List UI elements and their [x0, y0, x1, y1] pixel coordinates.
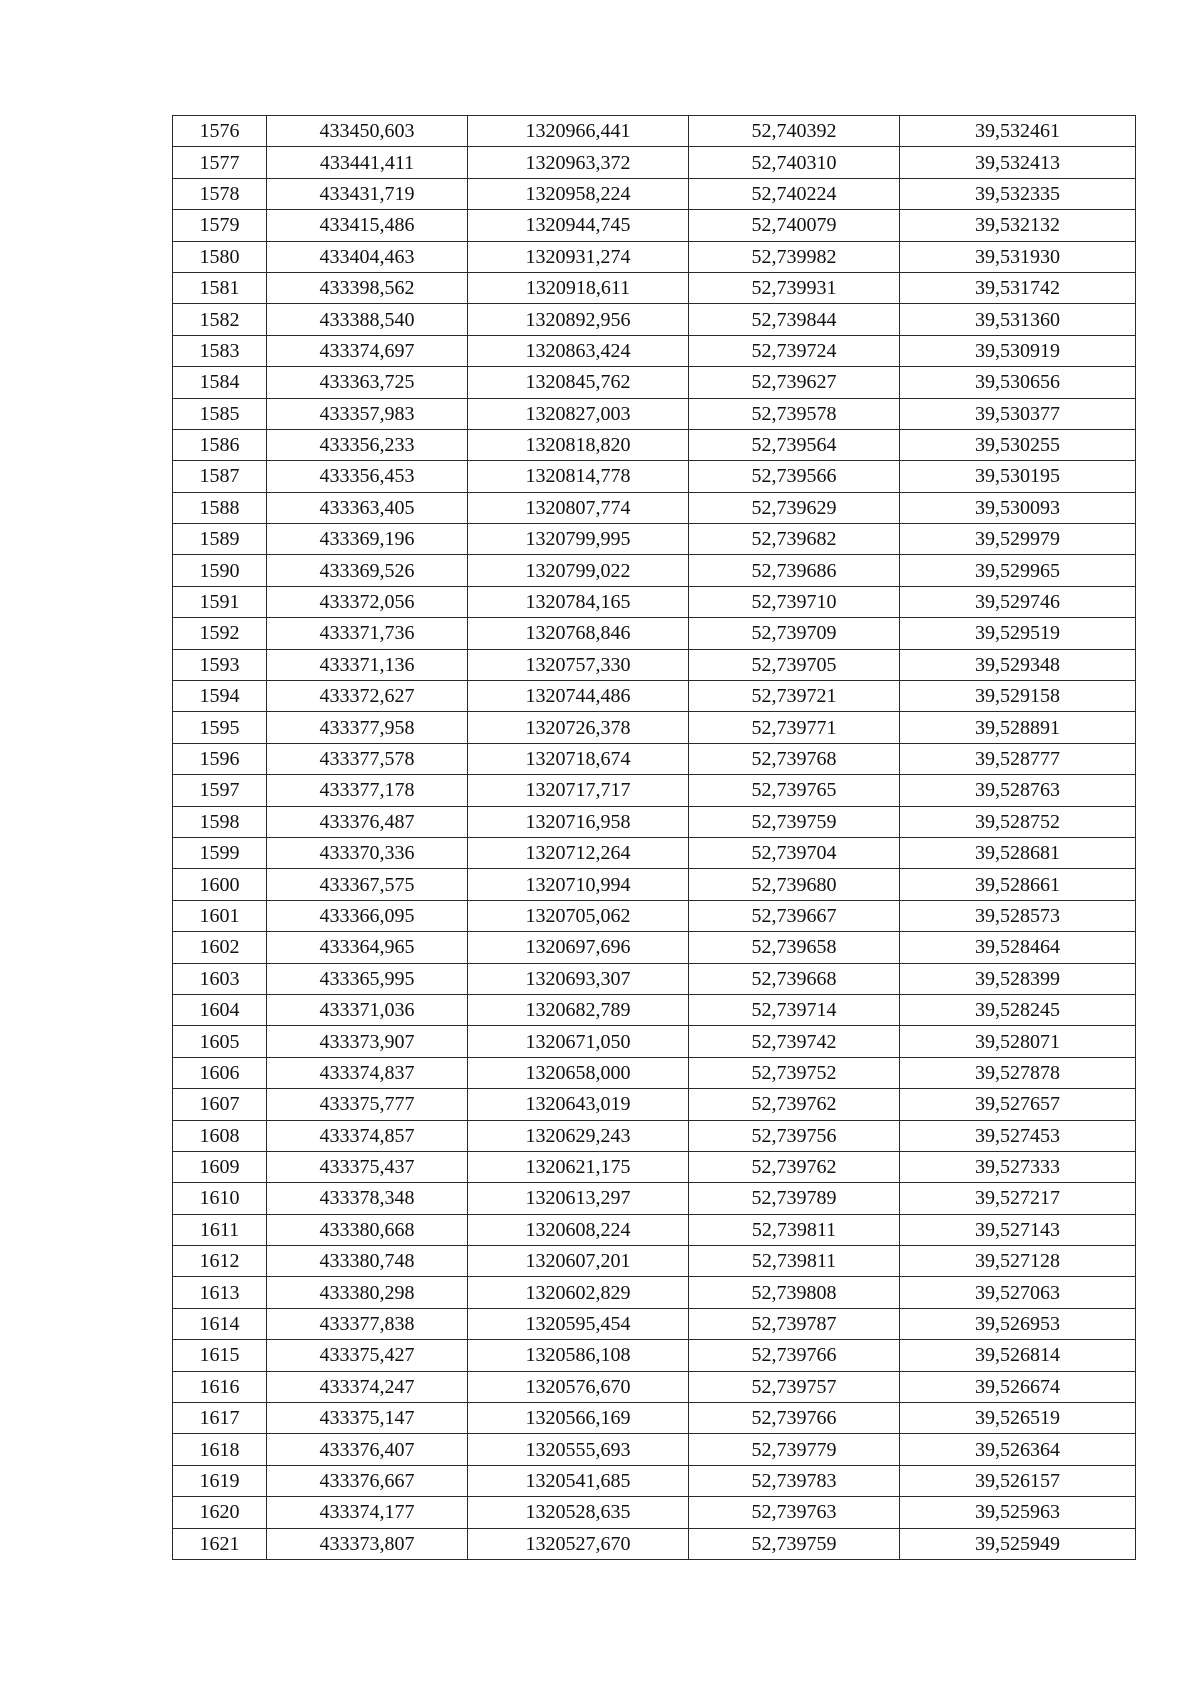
- table-row: [173, 1057, 1136, 1088]
- y-coordinate-cell: 1320718,674: [468, 743, 689, 774]
- longitude-cell: 39,528681: [900, 837, 1136, 868]
- point-number-cell: 1618: [173, 1434, 267, 1465]
- y-coordinate-cell: 1320757,330: [468, 649, 689, 680]
- x-coordinate-cell: 433380,298: [267, 1277, 468, 1308]
- x-coordinate-cell: 433376,487: [267, 806, 468, 837]
- y-coordinate-cell: 1320541,685: [468, 1465, 689, 1496]
- longitude-cell: 39,530255: [900, 429, 1136, 460]
- table-row: [173, 116, 1136, 147]
- x-coordinate-cell: 433356,233: [267, 429, 468, 460]
- y-coordinate-cell: 1320863,424: [468, 335, 689, 366]
- x-coordinate-cell: 433374,857: [267, 1120, 468, 1151]
- longitude-cell: 39,526674: [900, 1371, 1136, 1402]
- latitude-cell: 52,739742: [689, 1026, 900, 1057]
- longitude-cell: 39,526953: [900, 1308, 1136, 1339]
- y-coordinate-cell: 1320697,696: [468, 932, 689, 963]
- longitude-cell: 39,530919: [900, 335, 1136, 366]
- table-row: [173, 210, 1136, 241]
- latitude-cell: 52,739564: [689, 429, 900, 460]
- latitude-cell: 52,739757: [689, 1371, 900, 1402]
- y-coordinate-cell: 1320693,307: [468, 963, 689, 994]
- point-number-cell: 1591: [173, 586, 267, 617]
- table-row: [173, 304, 1136, 335]
- point-number-cell: 1579: [173, 210, 267, 241]
- latitude-cell: 52,739779: [689, 1434, 900, 1465]
- x-coordinate-cell: 433377,958: [267, 712, 468, 743]
- x-coordinate-cell: 433398,562: [267, 272, 468, 303]
- y-coordinate-cell: 1320527,670: [468, 1528, 689, 1559]
- latitude-cell: 52,739759: [689, 1528, 900, 1559]
- latitude-cell: 52,739752: [689, 1057, 900, 1088]
- latitude-cell: 52,739844: [689, 304, 900, 335]
- table-row: [173, 1120, 1136, 1151]
- point-number-cell: 1600: [173, 869, 267, 900]
- longitude-cell: 39,527217: [900, 1183, 1136, 1214]
- table-row: [173, 1151, 1136, 1182]
- point-number-cell: 1613: [173, 1277, 267, 1308]
- table-row: [173, 649, 1136, 680]
- x-coordinate-cell: 433375,147: [267, 1403, 468, 1434]
- x-coordinate-cell: 433357,983: [267, 398, 468, 429]
- point-number-cell: 1596: [173, 743, 267, 774]
- x-coordinate-cell: 433371,036: [267, 994, 468, 1025]
- table-row: [173, 461, 1136, 492]
- y-coordinate-cell: 1320744,486: [468, 681, 689, 712]
- table-row: [173, 492, 1136, 523]
- y-coordinate-cell: 1320931,274: [468, 241, 689, 272]
- x-coordinate-cell: 433450,603: [267, 116, 468, 147]
- point-number-cell: 1594: [173, 681, 267, 712]
- x-coordinate-cell: 433375,427: [267, 1340, 468, 1371]
- latitude-cell: 52,739710: [689, 586, 900, 617]
- point-number-cell: 1609: [173, 1151, 267, 1182]
- table-row: [173, 869, 1136, 900]
- latitude-cell: 52,739724: [689, 335, 900, 366]
- latitude-cell: 52,739682: [689, 524, 900, 555]
- longitude-cell: 39,529965: [900, 555, 1136, 586]
- point-number-cell: 1621: [173, 1528, 267, 1559]
- latitude-cell: 52,739721: [689, 681, 900, 712]
- table-row: [173, 1371, 1136, 1402]
- x-coordinate-cell: 433404,463: [267, 241, 468, 272]
- x-coordinate-cell: 433380,748: [267, 1246, 468, 1277]
- point-number-cell: 1595: [173, 712, 267, 743]
- latitude-cell: 52,739787: [689, 1308, 900, 1339]
- x-coordinate-cell: 433376,667: [267, 1465, 468, 1496]
- x-coordinate-cell: 433371,136: [267, 649, 468, 680]
- point-number-cell: 1598: [173, 806, 267, 837]
- x-coordinate-cell: 433377,178: [267, 775, 468, 806]
- y-coordinate-cell: 1320966,441: [468, 116, 689, 147]
- latitude-cell: 52,740079: [689, 210, 900, 241]
- point-number-cell: 1617: [173, 1403, 267, 1434]
- coordinates-table-body: [173, 116, 1136, 1560]
- point-number-cell: 1615: [173, 1340, 267, 1371]
- point-number-cell: 1587: [173, 461, 267, 492]
- y-coordinate-cell: 1320799,995: [468, 524, 689, 555]
- point-number-cell: 1619: [173, 1465, 267, 1496]
- longitude-cell: 39,528399: [900, 963, 1136, 994]
- latitude-cell: 52,739667: [689, 900, 900, 931]
- latitude-cell: 52,739762: [689, 1089, 900, 1120]
- x-coordinate-cell: 433374,697: [267, 335, 468, 366]
- x-coordinate-cell: 433377,578: [267, 743, 468, 774]
- point-number-cell: 1601: [173, 900, 267, 931]
- latitude-cell: 52,739765: [689, 775, 900, 806]
- longitude-cell: 39,531742: [900, 272, 1136, 303]
- longitude-cell: 39,529348: [900, 649, 1136, 680]
- y-coordinate-cell: 1320555,693: [468, 1434, 689, 1465]
- y-coordinate-cell: 1320608,224: [468, 1214, 689, 1245]
- table-row: [173, 555, 1136, 586]
- y-coordinate-cell: 1320621,175: [468, 1151, 689, 1182]
- latitude-cell: 52,739768: [689, 743, 900, 774]
- longitude-cell: 39,529979: [900, 524, 1136, 555]
- table-row: [173, 994, 1136, 1025]
- x-coordinate-cell: 433377,838: [267, 1308, 468, 1339]
- point-number-cell: 1589: [173, 524, 267, 555]
- y-coordinate-cell: 1320602,829: [468, 1277, 689, 1308]
- table-row: [173, 147, 1136, 178]
- table-row: [173, 1528, 1136, 1559]
- table-row: [173, 241, 1136, 272]
- table-row: [173, 837, 1136, 868]
- latitude-cell: 52,739686: [689, 555, 900, 586]
- point-number-cell: 1614: [173, 1308, 267, 1339]
- longitude-cell: 39,528752: [900, 806, 1136, 837]
- latitude-cell: 52,739756: [689, 1120, 900, 1151]
- y-coordinate-cell: 1320717,717: [468, 775, 689, 806]
- longitude-cell: 39,528763: [900, 775, 1136, 806]
- y-coordinate-cell: 1320814,778: [468, 461, 689, 492]
- latitude-cell: 52,739709: [689, 618, 900, 649]
- longitude-cell: 39,528777: [900, 743, 1136, 774]
- point-number-cell: 1608: [173, 1120, 267, 1151]
- x-coordinate-cell: 433356,453: [267, 461, 468, 492]
- table-row: [173, 178, 1136, 209]
- latitude-cell: 52,739931: [689, 272, 900, 303]
- table-row: [173, 712, 1136, 743]
- latitude-cell: 52,739766: [689, 1403, 900, 1434]
- table-row: [173, 1277, 1136, 1308]
- y-coordinate-cell: 1320712,264: [468, 837, 689, 868]
- x-coordinate-cell: 433373,907: [267, 1026, 468, 1057]
- x-coordinate-cell: 433367,575: [267, 869, 468, 900]
- y-coordinate-cell: 1320710,994: [468, 869, 689, 900]
- longitude-cell: 39,529746: [900, 586, 1136, 617]
- table-row: [173, 681, 1136, 712]
- y-coordinate-cell: 1320607,201: [468, 1246, 689, 1277]
- x-coordinate-cell: 433374,837: [267, 1057, 468, 1088]
- table-row: [173, 1026, 1136, 1057]
- x-coordinate-cell: 433372,627: [267, 681, 468, 712]
- longitude-cell: 39,525963: [900, 1497, 1136, 1528]
- latitude-cell: 52,740392: [689, 116, 900, 147]
- longitude-cell: 39,531930: [900, 241, 1136, 272]
- table-row: [173, 743, 1136, 774]
- latitude-cell: 52,739680: [689, 869, 900, 900]
- y-coordinate-cell: 1320613,297: [468, 1183, 689, 1214]
- longitude-cell: 39,527453: [900, 1120, 1136, 1151]
- table-row: [173, 1403, 1136, 1434]
- y-coordinate-cell: 1320807,774: [468, 492, 689, 523]
- point-number-cell: 1590: [173, 555, 267, 586]
- longitude-cell: 39,528573: [900, 900, 1136, 931]
- table-row: [173, 524, 1136, 555]
- table-row: [173, 1214, 1136, 1245]
- point-number-cell: 1576: [173, 116, 267, 147]
- latitude-cell: 52,739762: [689, 1151, 900, 1182]
- longitude-cell: 39,530656: [900, 367, 1136, 398]
- y-coordinate-cell: 1320566,169: [468, 1403, 689, 1434]
- latitude-cell: 52,739808: [689, 1277, 900, 1308]
- longitude-cell: 39,530093: [900, 492, 1136, 523]
- x-coordinate-cell: 433366,095: [267, 900, 468, 931]
- longitude-cell: 39,527878: [900, 1057, 1136, 1088]
- latitude-cell: 52,739771: [689, 712, 900, 743]
- x-coordinate-cell: 433376,407: [267, 1434, 468, 1465]
- longitude-cell: 39,526364: [900, 1434, 1136, 1465]
- table-row: [173, 272, 1136, 303]
- table-row: [173, 1308, 1136, 1339]
- point-number-cell: 1592: [173, 618, 267, 649]
- longitude-cell: 39,528464: [900, 932, 1136, 963]
- latitude-cell: 52,739627: [689, 367, 900, 398]
- point-number-cell: 1616: [173, 1371, 267, 1402]
- longitude-cell: 39,531360: [900, 304, 1136, 335]
- table-row: [173, 398, 1136, 429]
- longitude-cell: 39,529519: [900, 618, 1136, 649]
- y-coordinate-cell: 1320629,243: [468, 1120, 689, 1151]
- latitude-cell: 52,739811: [689, 1214, 900, 1245]
- table-row: [173, 618, 1136, 649]
- x-coordinate-cell: 433375,437: [267, 1151, 468, 1182]
- longitude-cell: 39,526814: [900, 1340, 1136, 1371]
- table-row: [173, 1340, 1136, 1371]
- point-number-cell: 1581: [173, 272, 267, 303]
- latitude-cell: 52,739704: [689, 837, 900, 868]
- longitude-cell: 39,532132: [900, 210, 1136, 241]
- point-number-cell: 1593: [173, 649, 267, 680]
- x-coordinate-cell: 433431,719: [267, 178, 468, 209]
- longitude-cell: 39,528245: [900, 994, 1136, 1025]
- x-coordinate-cell: 433415,486: [267, 210, 468, 241]
- latitude-cell: 52,739714: [689, 994, 900, 1025]
- longitude-cell: 39,526519: [900, 1403, 1136, 1434]
- x-coordinate-cell: 433365,995: [267, 963, 468, 994]
- x-coordinate-cell: 433375,777: [267, 1089, 468, 1120]
- table-row: [173, 806, 1136, 837]
- latitude-cell: 52,739763: [689, 1497, 900, 1528]
- y-coordinate-cell: 1320643,019: [468, 1089, 689, 1120]
- table-row: [173, 1089, 1136, 1120]
- x-coordinate-cell: 433388,540: [267, 304, 468, 335]
- point-number-cell: 1583: [173, 335, 267, 366]
- table-row: [173, 900, 1136, 931]
- x-coordinate-cell: 433372,056: [267, 586, 468, 617]
- latitude-cell: 52,739629: [689, 492, 900, 523]
- latitude-cell: 52,739766: [689, 1340, 900, 1371]
- y-coordinate-cell: 1320671,050: [468, 1026, 689, 1057]
- point-number-cell: 1585: [173, 398, 267, 429]
- point-number-cell: 1606: [173, 1057, 267, 1088]
- x-coordinate-cell: 433371,736: [267, 618, 468, 649]
- x-coordinate-cell: 433441,411: [267, 147, 468, 178]
- latitude-cell: 52,740310: [689, 147, 900, 178]
- point-number-cell: 1588: [173, 492, 267, 523]
- latitude-cell: 52,739566: [689, 461, 900, 492]
- y-coordinate-cell: 1320827,003: [468, 398, 689, 429]
- longitude-cell: 39,532335: [900, 178, 1136, 209]
- y-coordinate-cell: 1320682,789: [468, 994, 689, 1025]
- table-row: [173, 932, 1136, 963]
- y-coordinate-cell: 1320818,820: [468, 429, 689, 460]
- y-coordinate-cell: 1320784,165: [468, 586, 689, 617]
- point-number-cell: 1604: [173, 994, 267, 1025]
- table-row: [173, 1246, 1136, 1277]
- y-coordinate-cell: 1320944,745: [468, 210, 689, 241]
- point-number-cell: 1584: [173, 367, 267, 398]
- latitude-cell: 52,739705: [689, 649, 900, 680]
- x-coordinate-cell: 433369,526: [267, 555, 468, 586]
- y-coordinate-cell: 1320716,958: [468, 806, 689, 837]
- x-coordinate-cell: 433374,247: [267, 1371, 468, 1402]
- longitude-cell: 39,532413: [900, 147, 1136, 178]
- table-row: [173, 1497, 1136, 1528]
- point-number-cell: 1610: [173, 1183, 267, 1214]
- longitude-cell: 39,530195: [900, 461, 1136, 492]
- point-number-cell: 1586: [173, 429, 267, 460]
- latitude-cell: 52,739658: [689, 932, 900, 963]
- x-coordinate-cell: 433364,965: [267, 932, 468, 963]
- longitude-cell: 39,528071: [900, 1026, 1136, 1057]
- y-coordinate-cell: 1320958,224: [468, 178, 689, 209]
- y-coordinate-cell: 1320799,022: [468, 555, 689, 586]
- point-number-cell: 1599: [173, 837, 267, 868]
- longitude-cell: 39,532461: [900, 116, 1136, 147]
- table-row: [173, 335, 1136, 366]
- point-number-cell: 1612: [173, 1246, 267, 1277]
- table-row: [173, 1465, 1136, 1496]
- y-coordinate-cell: 1320658,000: [468, 1057, 689, 1088]
- latitude-cell: 52,739578: [689, 398, 900, 429]
- x-coordinate-cell: 433380,668: [267, 1214, 468, 1245]
- latitude-cell: 52,739783: [689, 1465, 900, 1496]
- y-coordinate-cell: 1320595,454: [468, 1308, 689, 1339]
- y-coordinate-cell: 1320892,956: [468, 304, 689, 335]
- longitude-cell: 39,528661: [900, 869, 1136, 900]
- longitude-cell: 39,527143: [900, 1214, 1136, 1245]
- point-number-cell: 1603: [173, 963, 267, 994]
- y-coordinate-cell: 1320576,670: [468, 1371, 689, 1402]
- y-coordinate-cell: 1320768,846: [468, 618, 689, 649]
- point-number-cell: 1582: [173, 304, 267, 335]
- x-coordinate-cell: 433374,177: [267, 1497, 468, 1528]
- longitude-cell: 39,526157: [900, 1465, 1136, 1496]
- longitude-cell: 39,527063: [900, 1277, 1136, 1308]
- table-row: [173, 963, 1136, 994]
- longitude-cell: 39,529158: [900, 681, 1136, 712]
- longitude-cell: 39,530377: [900, 398, 1136, 429]
- longitude-cell: 39,528891: [900, 712, 1136, 743]
- latitude-cell: 52,739668: [689, 963, 900, 994]
- y-coordinate-cell: 1320963,372: [468, 147, 689, 178]
- y-coordinate-cell: 1320528,635: [468, 1497, 689, 1528]
- table-row: [173, 367, 1136, 398]
- y-coordinate-cell: 1320845,762: [468, 367, 689, 398]
- point-number-cell: 1611: [173, 1214, 267, 1245]
- table-row: [173, 775, 1136, 806]
- point-number-cell: 1597: [173, 775, 267, 806]
- point-number-cell: 1607: [173, 1089, 267, 1120]
- point-number-cell: 1605: [173, 1026, 267, 1057]
- table-row: [173, 1183, 1136, 1214]
- longitude-cell: 39,525949: [900, 1528, 1136, 1559]
- point-number-cell: 1602: [173, 932, 267, 963]
- table-row: [173, 429, 1136, 460]
- table-row: [173, 1434, 1136, 1465]
- x-coordinate-cell: 433373,807: [267, 1528, 468, 1559]
- y-coordinate-cell: 1320586,108: [468, 1340, 689, 1371]
- point-number-cell: 1580: [173, 241, 267, 272]
- x-coordinate-cell: 433378,348: [267, 1183, 468, 1214]
- point-number-cell: 1577: [173, 147, 267, 178]
- y-coordinate-cell: 1320918,611: [468, 272, 689, 303]
- longitude-cell: 39,527128: [900, 1246, 1136, 1277]
- x-coordinate-cell: 433363,405: [267, 492, 468, 523]
- latitude-cell: 52,739811: [689, 1246, 900, 1277]
- longitude-cell: 39,527657: [900, 1089, 1136, 1120]
- x-coordinate-cell: 433363,725: [267, 367, 468, 398]
- x-coordinate-cell: 433369,196: [267, 524, 468, 555]
- coordinates-table: [172, 115, 1136, 1560]
- latitude-cell: 52,740224: [689, 178, 900, 209]
- table-row: [173, 586, 1136, 617]
- point-number-cell: 1578: [173, 178, 267, 209]
- latitude-cell: 52,739982: [689, 241, 900, 272]
- point-number-cell: 1620: [173, 1497, 267, 1528]
- y-coordinate-cell: 1320726,378: [468, 712, 689, 743]
- latitude-cell: 52,739759: [689, 806, 900, 837]
- latitude-cell: 52,739789: [689, 1183, 900, 1214]
- longitude-cell: 39,527333: [900, 1151, 1136, 1182]
- y-coordinate-cell: 1320705,062: [468, 900, 689, 931]
- x-coordinate-cell: 433370,336: [267, 837, 468, 868]
